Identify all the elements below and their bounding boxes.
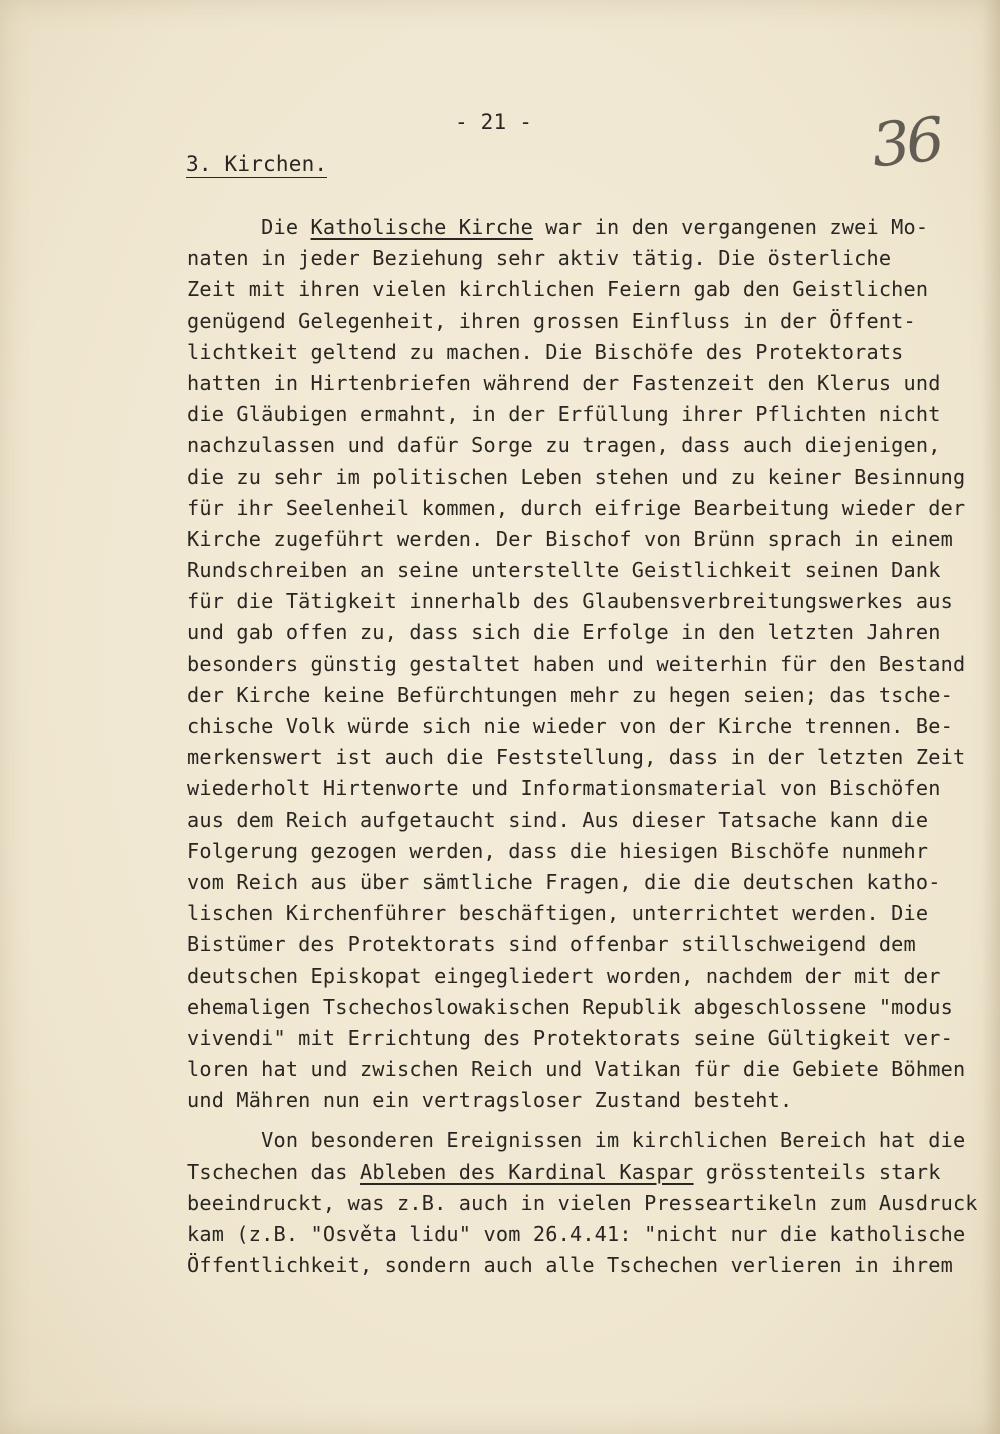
text-line: vom Reich aus über sämtliche Fragen, die die deutschen katho- <box>187 869 941 894</box>
text-line <box>187 212 992 243</box>
body-text <box>187 212 992 1281</box>
text-line: Von besonderen Ereignissen im kirchlichen Bereich hat die <box>187 1128 966 1153</box>
section-heading: 3. Kirchen. <box>186 152 328 176</box>
handwritten-archive-mark: 36 <box>868 104 944 182</box>
line-text: Die <box>187 215 311 239</box>
text-line: Folgerung gezogen werden, dass die hiesigen Bischöfe nunmehr <box>187 838 929 863</box>
paragraph-gap <box>187 1116 992 1125</box>
text-line: genügend Gelegenheit, ihren grossen Einfluss in der Öffent- <box>187 308 916 333</box>
text-line: kam (z.B. "Osvěta lidu" vom 26.4.41: "nicht nur die katholische <box>187 1222 966 1246</box>
underlined-phrase: Ableben des Kardinal Kaspar <box>359 1159 694 1184</box>
line-text: Tschechen das <box>187 1159 360 1184</box>
text-line: aus dem Reich aufgetaucht sind. Aus dieser Tatsache kann die <box>187 807 929 832</box>
line-text: war in den vergangenen zwei Mo- <box>532 215 929 239</box>
text-line: Rundschreiben an seine unterstellte Geistlichkeit seinen Dank <box>187 558 941 583</box>
text-line: vivendi" mit Errichtung des Protektorats seine Gültigkeit ver- <box>187 1025 953 1050</box>
text-line: lischen Kirchenführer beschäftigen, unterrichtet werden. Die <box>187 901 929 926</box>
text-line: lichtkeit geltend zu machen. Die Bischöfe des Protektorats <box>187 339 904 364</box>
text-line: ehemaligen Tschechoslowakischen Republik abgeschlossene "modus <box>187 994 953 1019</box>
line-text: grösstenteils stark <box>693 1159 941 1184</box>
text-line: die zu sehr im politischen Leben stehen und zu keiner Besinnung <box>187 464 966 489</box>
text-line: für die Tätigkeit innerhalb des Glaubensverbreitungswerkes aus <box>187 589 953 614</box>
text-line: und gab offen zu, dass sich die Erfolge in den letzten Jahren <box>187 620 941 645</box>
text-line: Kirche zugeführt werden. Der Bischof von Brünn sprach in einem <box>187 526 953 551</box>
text-line: und Mähren nun ein vertragsloser Zustand besteht. <box>187 1088 793 1113</box>
paragraph <box>187 1125 992 1281</box>
text-line: beeindruckt, was z.B. auch in vielen Presseartikeln zum Ausdruck <box>187 1190 978 1215</box>
text-line: besonders günstig gestaltet haben und weiterhin für den Bestand <box>187 651 966 676</box>
text-line: Öffentlichkeit, sondern auch alle Tschechen verlieren in ihrem <box>187 1253 953 1278</box>
text-line: der Kirche keine Befürchtungen mehr zu hegen seien; das tsche- <box>187 682 953 707</box>
text-line: Zeit mit ihren vielen kirchlichen Feiern gab den Geistlichen <box>187 277 929 302</box>
text-line: loren hat und zwischen Reich und Vatikan für die Gebiete Böhmen <box>187 1057 966 1082</box>
text-line: deutschen Episkopat eingegliedert worden, nachdem der mit der <box>187 963 941 988</box>
text-line: Bistümer des Protektorats sind offenbar stillschweigend dem <box>187 932 916 957</box>
text-line: naten in jeder Beziehung sehr aktiv tätig. Die österliche <box>187 246 892 271</box>
text-line: chische Volk würde sich nie wieder von der Kirche trennen. Be- <box>187 714 953 738</box>
text-line <box>187 1157 992 1188</box>
text-line: wiederholt Hirtenworte und Informationsmaterial von Bischöfen <box>187 776 941 801</box>
text-line: nachzulassen und dafür Sorge zu tragen, dass auch diejenigen, <box>187 433 941 458</box>
text-line: für ihr Seelenheil kommen, durch eifrige Bearbeitung wieder der <box>187 495 966 520</box>
page-number: - 21 - <box>455 110 533 134</box>
text-line: merkenswert ist auch die Feststellung, dass in der letzten Zeit <box>187 745 966 770</box>
text-line: die Gläubigen ermahnt, in der Erfüllung ihrer Pflichten nicht <box>187 402 941 427</box>
paragraph <box>187 212 992 1116</box>
text-line: hatten in Hirtenbriefen während der Fastenzeit den Klerus und <box>187 370 941 395</box>
underlined-phrase: Katholische Kirche <box>310 215 533 239</box>
